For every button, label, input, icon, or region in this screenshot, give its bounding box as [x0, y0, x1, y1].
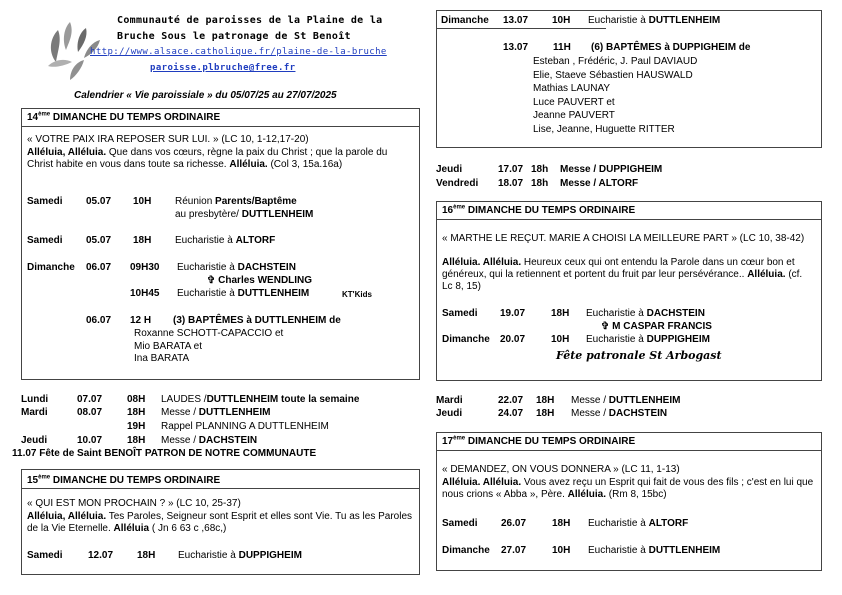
header-title-line2: Bruche Sous le patronage de St Benoît: [117, 31, 351, 42]
kt-kids-tag: KT'Kids: [342, 290, 372, 299]
sunday-17-alleluia: Alléluia. Alléluia. Vous avez reçu un Esprit qui fait de vous des fils ; c'est en lui que nous crions « Abba », Père. Alléluia. (Rm 8, 15bc): [442, 477, 814, 500]
sunday-14-title: 14ème DIMANCHE DU TEMPS ORDINAIRE: [27, 111, 221, 123]
email-link[interactable]: paroisse.plbruche@free.fr: [150, 63, 296, 73]
header-title-line1: Communauté de paroisses de la Plaine de la: [117, 15, 383, 26]
sunday-15-title: 15ème DIMANCHE DU TEMPS ORDINAIRE: [27, 474, 221, 486]
sunday-14-gospel: « VOTRE PAIX IRA REPOSER SUR LUI. » (LC 10, 1-12,17-20): [27, 134, 309, 145]
memorial-wendling: ✞ Charles WENDLING: [207, 275, 313, 286]
sunday-15-gospel: « QUI EST MON PROCHAIN ? » (LC 10, 25-37): [27, 498, 241, 509]
sunday-17-title: 17ème DIMANCHE DU TEMPS ORDINAIRE: [442, 435, 636, 447]
calendar-title: Calendrier « Vie paroissiale » du 05/07/25 au 27/07/2025: [74, 90, 337, 101]
sunday-17-gospel: « DEMANDEZ, ON VOUS DONNERA » (LC 11, 1-13): [442, 464, 680, 475]
sunday-16-title: 16ème DIMANCHE DU TEMPS ORDINAIRE: [442, 204, 636, 216]
sunday-15-alleluia: Alléluia, Alléluia. Tes Paroles, Seigneur sont Esprit et elles sont Vie. Tu as les Paroles de la Vie Eternelle. Alléluia ( Jn 6 63 c ,68c,): [27, 511, 413, 534]
memorial-caspar: ✞ M CASPAR FRANCIS: [601, 321, 712, 332]
sunday-16-alleluia: Alléluia. Alléluia. Heureux ceux qui ont entendu la Parole dans un cœur bon et généreux, qui la retiennent et portent du fruit par leur persévérance.. Alléluia. (cf. Lc 8, 15): [442, 257, 803, 292]
feast-st-arbogast: Fête patronale St Arbogast: [556, 349, 722, 362]
sunday-16-gospel: « MARTHE LE REÇUT. MARIE A CHOISI LA MEILLEURE PART » (LC 10, 38-42): [442, 233, 805, 244]
website-link[interactable]: http://www.alsace.catholique.fr/plaine-de-la-bruche: [90, 47, 387, 57]
event-reunion: Réunion Parents/Baptême: [175, 196, 297, 207]
feast-st-benoit: 11.07 Fête de Saint BENOÎT PATRON DE NOTRE COMMUNAUTE: [12, 448, 317, 459]
sunday-14-alleluia: Alléluia, Alléluia. Que dans vos cœurs, règne la paix du Christ ; que la parole du Christ habite en vous dans toute sa richesse. Alléluia. (Col 3, 15a.16a): [27, 147, 388, 170]
